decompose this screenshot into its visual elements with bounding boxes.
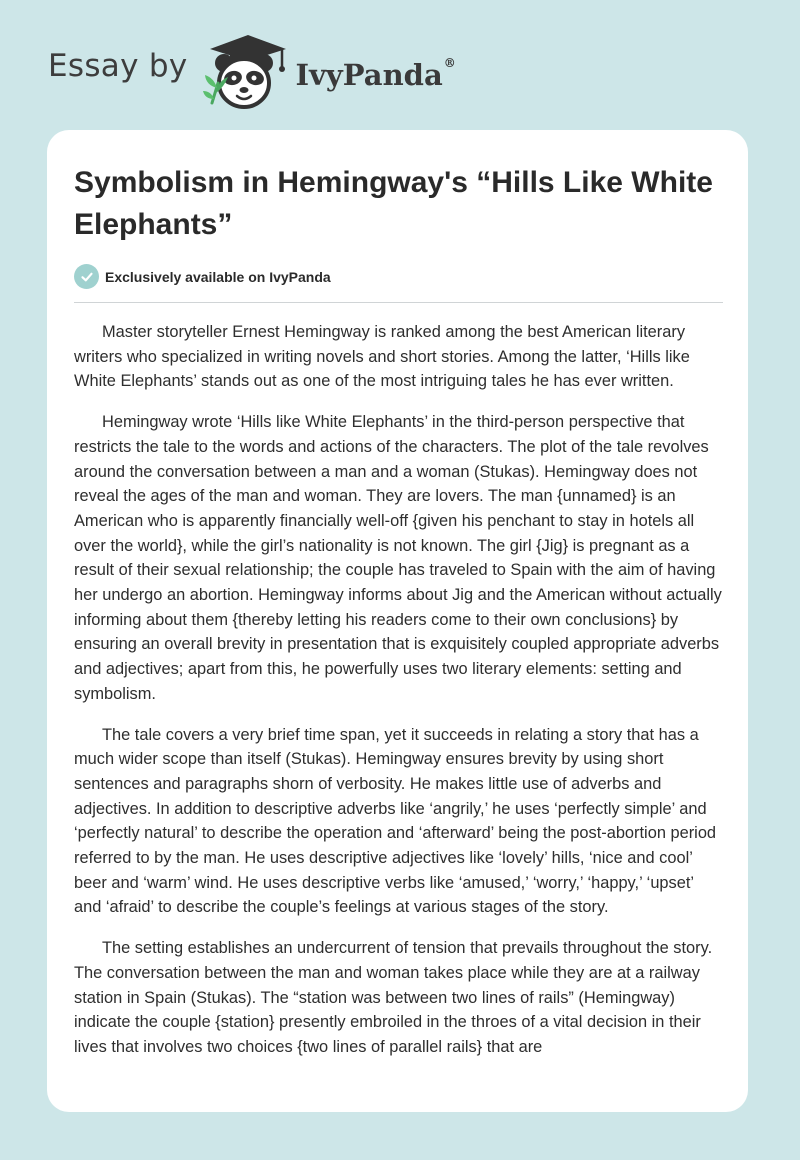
essay-title: Symbolism in Hemingway's “Hills Like White Elephants” bbox=[74, 166, 713, 241]
paragraph: Master storyteller Ernest Hemingway is ranked among the best American literary writers who specialized in writing novels and short stories. Among the latter, ‘Hills like White Elephants’ stands out as one of the most intriguing tales he has ever written. bbox=[74, 323, 690, 391]
essay-card bbox=[47, 130, 748, 1112]
paragraph: Hemingway wrote ‘Hills like White Elephants’ in the third-person perspective that restricts the tale to the words and actions of the characters. The plot of the tale revolves around the conversation between a man and a woman (Stukas). Hemingway does not reveal the ages of the man and woman. They are lovers. The man {unnamed} is an American who is apparently financially well-off {given his penchant to stay in hotels all over the world}, while the girl’s nationality is not known. The girl {Jig} is pregnant as a result of their sexual relationship; the couple has traveled to Spain with the aim of having her undergo an abortion. Hemingway informs about Jig and the American without actually informing about them {thereby letting his readers come to their own conclusions} by ensuring an overall brevity in presentation that is exquisitely coupled appropriate adverbs and adjectives; apart from this, he powerfully uses two literary elements: setting and symbolism. bbox=[74, 413, 722, 703]
brand-name: IvyPanda® bbox=[295, 56, 456, 92]
divider bbox=[74, 302, 723, 303]
paragraph: The setting establishes an undercurrent of tension that prevails throughout the story. The conversation between the man and woman takes place while they are at a railway station in Spain (Stukas). The “station was between two lines of rails” (Hemingway) indicate the couple {station} presently embroiled in the throes of a vital decision in their lives that involves two choices {two lines of parallel rails} that are bbox=[74, 939, 713, 1056]
brand-prefix: Essay by bbox=[48, 48, 188, 84]
exclusive-badge bbox=[74, 264, 331, 289]
paragraph: The tale covers a very brief time span, yet it succeeds in relating a story that has a much wider scope than itself (Stukas). Hemingway ensures brevity by using short sentences and paragraphs shorn of verbosity. He makes little use of adverbs and adjectives. In addition to descriptive adverbs like ‘angrily,’ he uses ‘perfectly simple’ and ‘perfectly natural’ to describe the operation and ‘afterward’ being the post-abortion period referred to by the man. He uses descriptive adjectives like ‘lovely’ hills, ‘nice and cool’ beer and ‘warm’ wind. He uses descriptive verbs like ‘amused,’ ‘worry,’ ‘happy,’ ‘upset’ and ‘afraid’ to describe the couple’s feelings at various stages of the story. bbox=[74, 725, 717, 917]
panda-graduate-icon bbox=[202, 33, 294, 111]
essay-body bbox=[74, 320, 724, 1076]
exclusive-label: Exclusively available on IvyPanda bbox=[105, 268, 331, 285]
registered-mark: ® bbox=[443, 56, 456, 70]
check-icon bbox=[74, 264, 99, 289]
brand-header bbox=[48, 32, 456, 112]
